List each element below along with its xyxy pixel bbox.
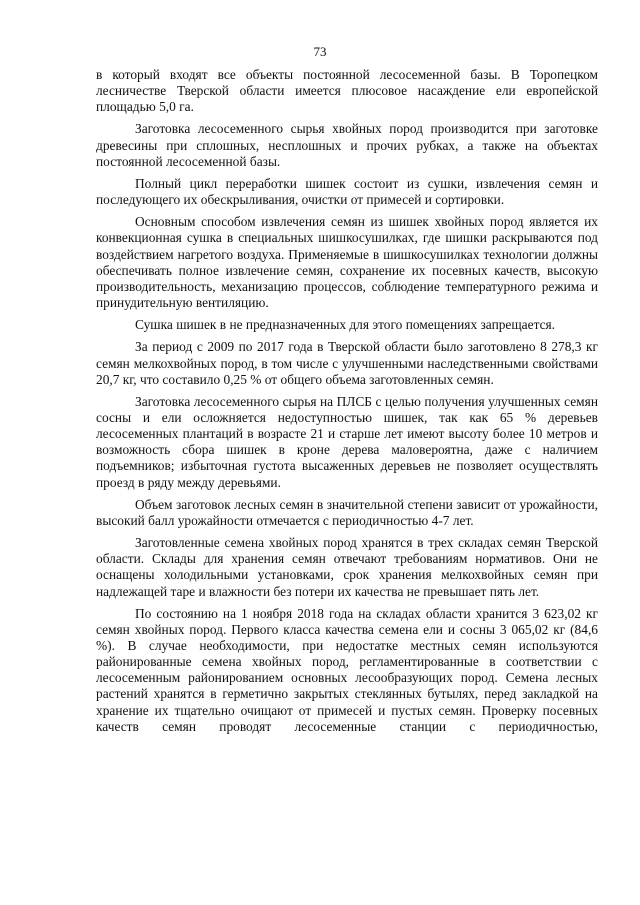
paragraph-continuation: в который входят все объекты постоянной лесосеменной базы. В Торопецком лесничестве Тверской области имеется плюсовое насаждение ели европейской площадью 5,0 га. (96, 67, 598, 115)
paragraph-processing-cycle: Полный цикл переработки шишек состоит из сушки, извлечения семян и последующего их обескрыливания, очистки от примесей и сортировки. (96, 175, 598, 208)
paragraph-seed-storage: Заготовленные семена хвойных пород хранятся в трех складах семян Тверской области. Склады для хранения семян отвечают требованиям нормативов. Они не оснащены холодильными установками, срок хранения мелкохвойных семян при надлежащей таре и влажности без потери их качества не превышает пять лет. (96, 535, 598, 599)
paragraph-yield-periodicity: Объем заготовок лесных семян в значительной степени зависит от урожайности, высокий балл урожайности отмечается с периодичностью 4-7 лет. (96, 496, 598, 528)
paragraph-seed-harvesting: Заготовка лесосеменного сырья хвойных пород производится при заготовке древесины при сплошных, несплошных и прочих рубках, а также на объектах постоянной лесосеменной базы. (96, 121, 598, 169)
paragraph-drying-prohibition: Сушка шишек в не предназначенных для этого помещениях запрещается. (135, 317, 556, 333)
paragraph-extraction-method: Основным способом извлечения семян из шишек хвойных пород является их конвекционная сушка в специальных шишкосушилках, где шишки раскрываются под воздействием нагретого воздуха. Применяемые в шишкосушилках технологии должны обеспечивать полное извлечение семян, сохранение их посевных качеств, высокую производительность, механизацию процессов, соблюдение температурного режима и принудительную вентиляцию. (96, 214, 598, 311)
paragraph-harvest-volume: За период с 2009 по 2017 года в Тверской области было заготовлено 8 278,3 кг семян мелкохвойных пород, в том числе с улучшенными наследственными свойствами 20,7 кг, что составило 0,25 % от общего объема заготовленных семян. (96, 339, 598, 387)
paragraph-stock-status: По состоянию на 1 ноября 2018 года на складах области хранится 3 623,02 кг семян хвойных пород. Первого класса качества семена ели и сосны 3 065,02 кг (84,6 %). В случае необходимости, при недостатке местных семян используются районированные семена хвойных пород, регламентированные в соответствии с лесосеменным районированием основных лесообразующих пород. Семена лесных растений хранятся в герметично закрытых стеклянных бутылях, перед закладкой на хранение их тщательно очищают от примесей и пустых семян. Проверку посевных качеств семян проводят лесосеменные станции с периодичностью, (96, 605, 598, 734)
paragraph-plsb-harvesting: Заготовка лесосеменного сырья на ПЛСБ с целью получения улучшенных семян сосны и ели осложняется недоступностью шишек, так как 65 % деревьев лесосеменных плантаций в возрасте 21 и старше лет имеют высоту более 10 метров и возможность сбора шишек в кроне дерева маловероятна, даже с наличием подъемников; избыточная густота высаженных деревьев не позволяет осуществлять проезд в ряду между деревьями. (96, 393, 598, 490)
page-number: 73 (313, 44, 327, 59)
body-text (96, 67, 598, 741)
